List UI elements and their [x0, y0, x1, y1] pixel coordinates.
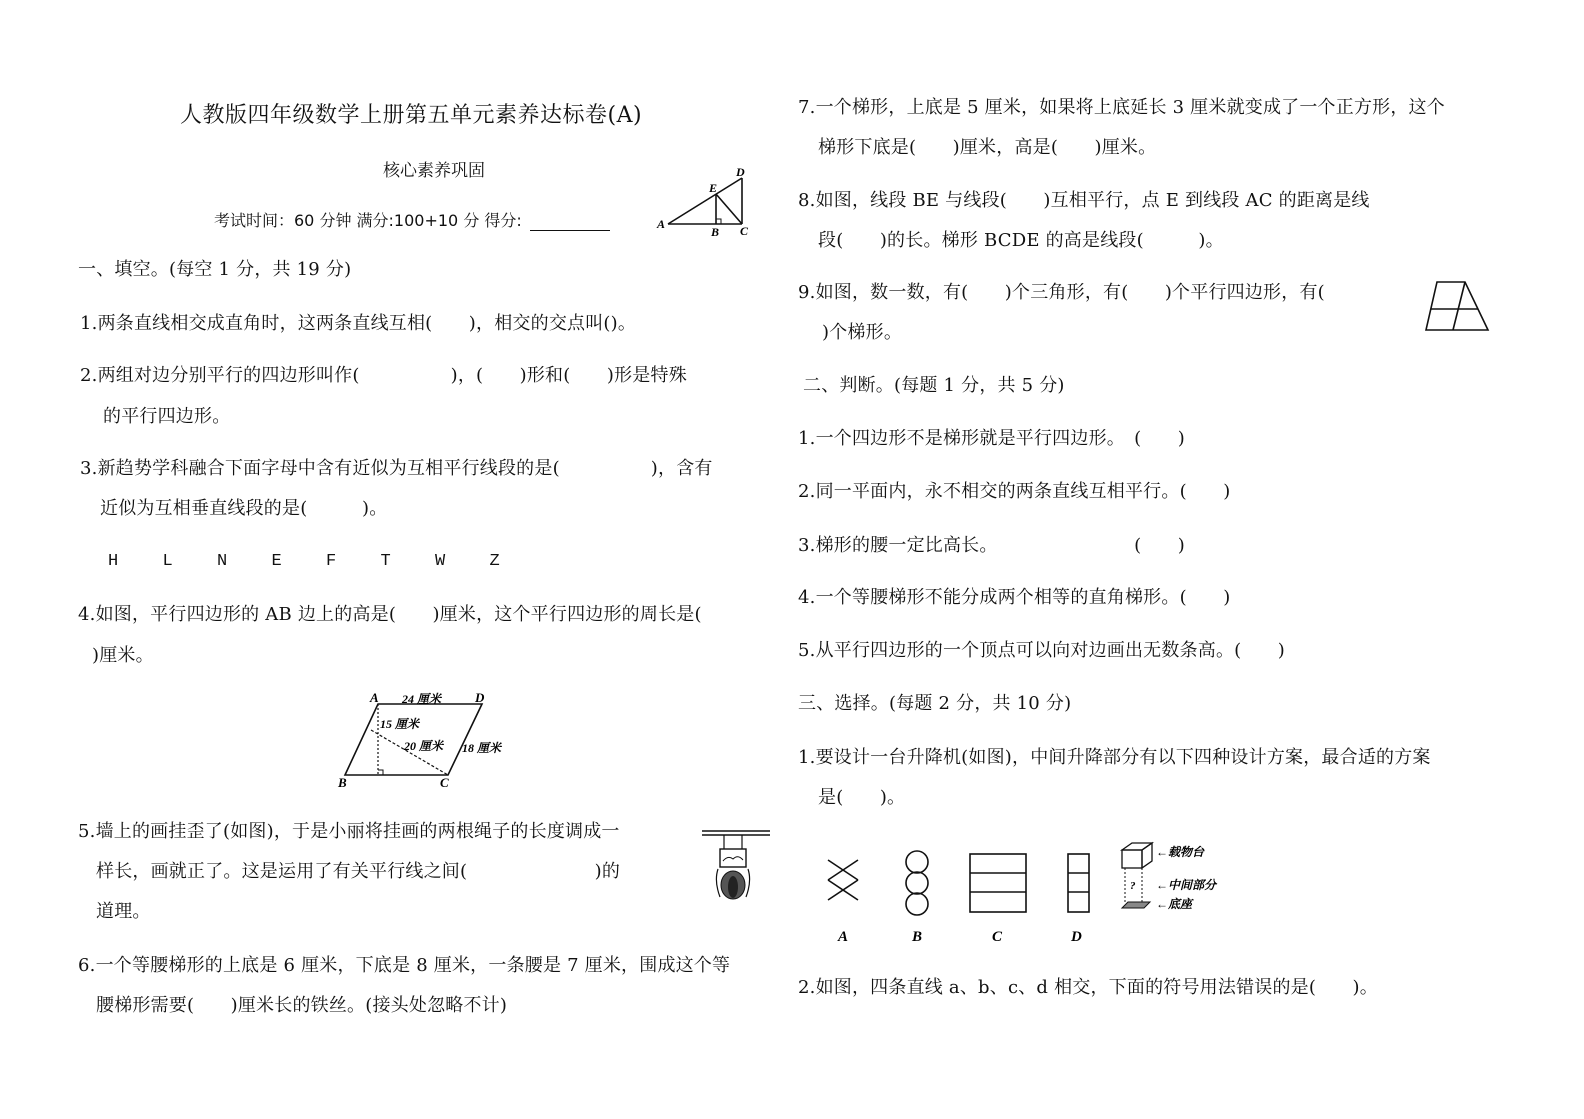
label-diagonal: 20 厘米 [404, 739, 444, 753]
question-1-4-line1: 4.如图，平行四边形的 AB 边上的高是( )厘米，这个平行四边形的周长是( [78, 604, 702, 625]
option-a-label: A [838, 929, 849, 945]
question-1-5-line3: 道理。 [96, 901, 151, 922]
letter-item: T [380, 552, 391, 571]
letter-list [108, 552, 544, 571]
section1-heading: 一、填空。(每空 1 分，共 19 分) [78, 259, 352, 280]
trapezoid-count-figure [1420, 278, 1495, 336]
question-1-2-line1: 2.两组对边分别平行的四边形叫作( )，( )形和( )形是特殊 [80, 365, 687, 386]
score-blank[interactable] [530, 230, 610, 231]
question-1-8-line1: 8.如图，线段 BE 与线段( )互相平行，点 E 到线段 AC 的距离是线 [798, 190, 1370, 211]
parallelogram-figure [330, 692, 520, 792]
section3-heading: 三、选择。(每题 2 分，共 10 分) [798, 693, 1072, 714]
page-title: 人教版四年级数学上册第五单元素养达标卷(A) [180, 103, 643, 128]
option-c-wide-rects-shape [970, 854, 1026, 912]
letter-item: N [217, 552, 228, 571]
option-b-circles-shape [906, 851, 928, 915]
svg-text:A: A [657, 217, 666, 231]
hanging-picture-figure [700, 825, 772, 900]
question-1-3-line1: 3.新趋势学科融合下面字母中含有近似为互相平行线段的是( )，含有 [80, 458, 713, 479]
svg-text:D: D [736, 165, 745, 179]
choice-1-line2: 是( )。 [818, 787, 906, 808]
question-1-6-line2: 腰梯形需要( )厘米长的铁丝。(接头处忽略不计) [96, 995, 508, 1016]
question-1-1: 1.两条直线相交成直角时，这两条直线互相( )，相交的交点叫()。 [80, 313, 637, 334]
judge-item-1: 1.一个四边形不是梯形就是平行四边形。 ( ) [798, 428, 1186, 449]
question-1-6-line1: 6.一个等腰梯形的上底是 6 厘米，下底是 8 厘米，一条腰是 7 厘米，围成这个等 [78, 955, 731, 976]
question-1-3-line2: 近似为互相垂直线段的是( )。 [100, 498, 388, 519]
question-1-5-line2: 样长，画就正了。这是运用了有关平行线之间( )的 [96, 861, 621, 882]
label-height: 15 厘米 [380, 717, 420, 731]
option-c-label: C [992, 929, 1003, 945]
option-a-scissor-shape [828, 860, 858, 900]
label-side: 18 厘米 [462, 741, 502, 755]
letter-item: W [435, 552, 446, 571]
judge-item-2: 2.同一平面内，永不相交的两条直线互相平行。( ) [798, 481, 1231, 502]
question-1-9-line2: )个梯形。 [822, 322, 903, 343]
option-b-label: B [912, 929, 923, 945]
exam-info-text: 考试时间：60 分钟 满分:100+10 分 得分: [214, 211, 522, 230]
svg-text:←中间部分: ←中间部分 [1156, 878, 1217, 892]
exam-info [214, 208, 610, 231]
question-1-8-line2: 段( )的长。梯形 BCDE 的高是线段( )。 [818, 230, 1224, 251]
svg-text:←载物台: ←载物台 [1156, 845, 1205, 859]
svg-text:C: C [440, 775, 449, 790]
question-1-5-line1: 5.墙上的画挂歪了(如图)，于是小丽将挂画的两根绳子的长度调成一 [78, 821, 620, 842]
triangle-abcde-figure [650, 165, 760, 239]
page-subtitle: 核心素养巩固 [383, 161, 485, 181]
label-top: 24 厘米 [402, 692, 442, 706]
judge-item-4: 4.一个等腰梯形不能分成两个相等的直角梯形。( ) [798, 587, 1231, 608]
svg-text:?: ? [1130, 880, 1136, 892]
judge-item-5: 5.从平行四边形的一个顶点可以向对边画出无数条高。( ) [798, 640, 1286, 661]
option-d-label: D [1071, 929, 1082, 945]
svg-text:D: D [475, 690, 485, 705]
letter-item: F [326, 552, 337, 571]
letter-item: L [162, 552, 173, 571]
svg-text:←底座: ←底座 [1156, 897, 1193, 911]
lift-structure-diagram [1122, 843, 1218, 911]
svg-text:E: E [709, 181, 718, 195]
choice-1-line1: 1.要设计一台升降机(如图)，中间升降部分有以下四种设计方案，最合适的方案 [798, 747, 1431, 768]
judge-item-3: 3.梯形的腰一定比高长。 ( ) [798, 535, 1186, 556]
choice-2: 2.如图，四条直线 a、b、c、d 相交，下面的符号用法错误的是( )。 [798, 977, 1378, 998]
svg-text:C: C [740, 224, 749, 238]
svg-text:B: B [711, 225, 720, 239]
svg-text:B: B [338, 775, 347, 790]
question-1-7-line2: 梯形下底是( )厘米，高是( )厘米。 [818, 137, 1157, 158]
lift-design-options-figure [820, 840, 1240, 950]
letter-item: Z [489, 552, 500, 571]
svg-text:A: A [370, 690, 379, 705]
question-1-4-line2: )厘米。 [92, 645, 154, 666]
question-1-9-line1: 9.如图，数一数，有( )个三角形，有( )个平行四边形，有( [798, 282, 1325, 303]
option-d-narrow-rects-shape [1068, 854, 1089, 912]
letter-item: H [108, 552, 119, 571]
question-1-2-line2: 的平行四边形。 [103, 406, 231, 427]
section2-heading: 二、判断。(每题 1 分，共 5 分) [803, 375, 1065, 396]
letter-item: E [271, 552, 282, 571]
question-1-7-line1: 7.一个梯形，上底是 5 厘米，如果将上底延长 3 厘米就变成了一个正方形，这个 [798, 97, 1445, 118]
